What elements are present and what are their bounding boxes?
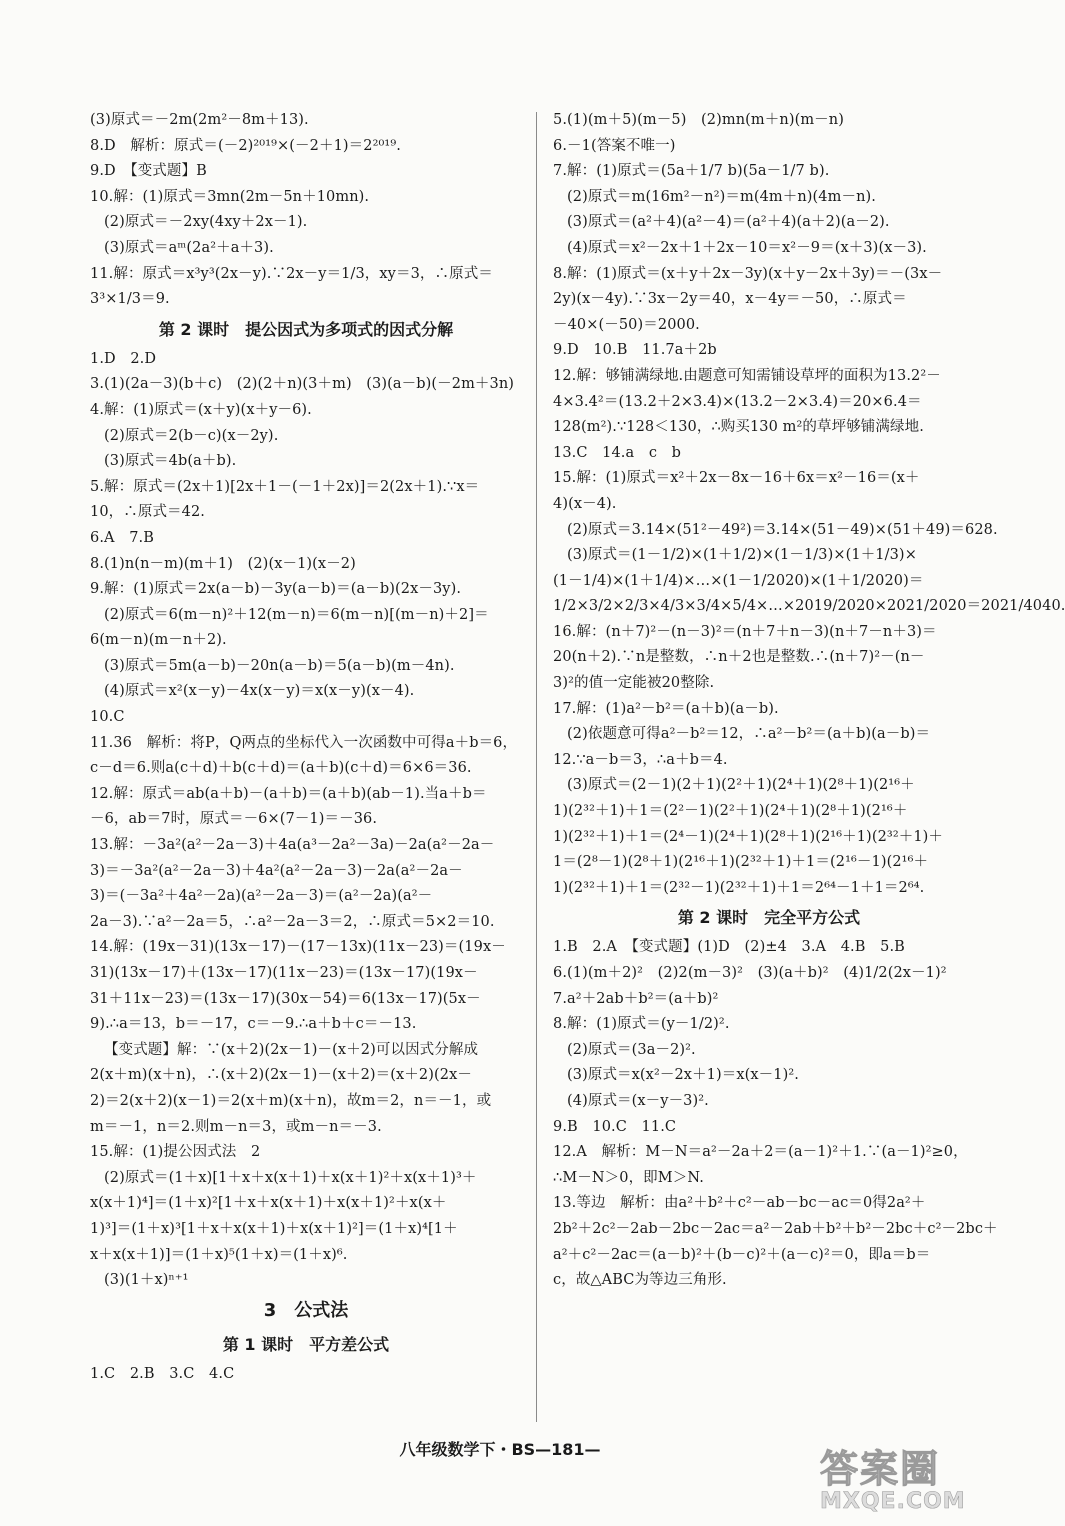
answer-line: 9.D 【变式题】B [90,163,207,180]
answer-line: 4)(x－4). [553,495,617,512]
answer-line: 13.C 14.a c b [553,444,682,461]
answer-line: (3)(1＋x)ⁿ⁺¹ [104,1272,189,1289]
answer-line: (4)原式＝(x－y－3)². [567,1092,709,1109]
answer-line: 9.B 10.C 11.C [553,1118,677,1135]
answer-line: (3)原式＝5m(a－b)－20n(a－b)＝5(a－b)(m－4n). [104,657,455,674]
answer-line: －6，ab＝7时，原式＝－6×(7－1)＝－36. [90,811,378,828]
answer-line: 3)＝(－3a²＋4a²－2a)(a²－2a－3)＝(a²－2a)(a²－ [90,888,433,905]
answer-line: 12.A 解析：M－N＝a²－2a＋2＝(a－1)²＋1.∵(a－1)²≥0， [553,1144,968,1161]
answer-line: 10.解：(1)原式＝3mn(2m－5n＋10mn). [90,188,370,205]
section-heading: 第 1 课时 平方差公式 [222,1334,390,1354]
answer-line: 1)(2³²＋1)＋1＝(2³²－1)(2³²＋1)＋1＝2⁶⁴－1＋1＝2⁶⁴. [553,879,925,896]
watermark [820,1438,990,1518]
answer-line: 4.解：(1)原式＝(x＋y)(x＋y－6). [90,401,312,418]
answer-line: 12.解：够铺满绿地.由题意可知需铺设草坪的面积为13.2²－ [553,367,941,384]
answer-line: 8.解：(1)原式＝(x＋y＋2x－3y)(x＋y－2x＋3y)＝－(3x－ [553,265,943,282]
section-heading: 第 2 课时 提公因式为多项式的因式分解 [158,319,454,339]
answer-line: 3)＝－3a²(a²－2a－3)＋4a²(a²－2a－3)－2a(a²－2a－ [90,862,463,879]
answer-line: 1)(2³²＋1)＋1＝(2⁴－1)(2⁴＋1)(2⁸＋1)(2¹⁶＋1)(2³²＋1)＋ [553,828,944,845]
answer-line: 10.C [90,709,125,726]
answer-line: (3)原式＝－2m(2m²－8m＋13). [90,112,309,128]
answer-line: 13.等边 解析：由a²＋b²＋c²－ab－bc－ac＝0得2a²＋ [553,1195,926,1212]
answer-line: (4)原式＝x²－2x＋1＋2x－10＝x²－9＝(x＋3)(x－3). [567,239,927,256]
answer-line: 1.D 2.D [90,350,157,367]
answer-line: 7.a²＋2ab＋b²＝(a＋b)² [553,990,719,1007]
page-footer: 八年级数学下・BS—181— [399,1440,601,1459]
answer-line: ∴M－N＞0，即M＞N. [553,1169,704,1186]
answer-line: (2)依题意可得a²－b²＝12，∴a²－b²＝(a＋b)(a－b)＝ [567,726,931,743]
answer-line: 6.A 7.B [90,529,154,546]
answer-line: 16.解：(n＋7)²－(n－3)²＝(n＋7＋n－3)(n＋7－n＋3)＝ [553,623,937,640]
answer-line: 9).∴a＝13，b＝－17，c＝－9.∴a＋b＋c＝－13. [90,1016,417,1033]
answer-line: 6.(1)(m＋2)² (2)2(m－3)² (3)(a＋b)² (4)1/2(2x－1)² [553,965,947,981]
answer-line: 31＋11x－23)＝(13x－17)(30x－54)＝6(13x－17)(5x－ [90,990,481,1007]
answer-line: 3.(1)(2a－3)(b＋c) (2)(2＋n)(3＋m) (3)(a－b)(－2m＋3n) [90,376,515,393]
section-heading: 第 2 课时 完全平方公式 [677,908,861,928]
answer-line: (3)原式＝(1－1/2)×(1＋1/2)×(1－1/3)×(1＋1/3)× [567,547,917,564]
answer-line: c－d＝6.则a(c＋d)＋b(c＋d)＝(a＋b)(c＋d)＝6×6＝36. [90,760,472,777]
answer-line: 12.解：原式＝ab(a＋b)－(a＋b)＝(a＋b)(ab－1).当a＋b＝ [90,785,487,802]
answer-line: 5.(1)(m＋5)(m－5) (2)mn(m＋n)(m－n) [553,112,844,128]
answer-line: 1)(2³²＋1)＋1＝(2²－1)(2²＋1)(2⁴＋1)(2⁸＋1)(2¹⁶＋ [553,803,908,820]
answer-line: 10，∴原式＝42. [90,504,206,521]
answer-line: (3)原式＝aᵐ(2a²＋a＋3). [104,239,274,256]
answer-line: 13.解：－3a²(a²－2a－3)＋4a(a³－2a²－3a)－2a(a²－2a－ [90,837,495,854]
answer-line: 8.(1)n(n－m)(m＋1) (2)(x－1)(x－2) [90,555,356,572]
watermark-logo: 答案圈 [820,1447,941,1491]
answer-line: (3)原式＝4b(a＋b). [104,453,237,470]
answer-line: (2)原式＝m(16m²－n²)＝m(4m＋n)(4m－n). [567,188,876,205]
answer-line: a²＋c²－2ac＝(a－b)²＋(b－c)²＋(a－c)²＝0，即a＝b＝ [553,1246,931,1263]
answer-line: 17.解：(1)a²－b²＝(a＋b)(a－b). [553,700,779,717]
answer-line: 128(m²).∵128＜130，∴购买130 m²的草坪够铺满绿地. [553,419,924,436]
answer-line: (2)原式＝2(b－c)(x－2y). [104,427,279,444]
left-column [90,108,522,1387]
answer-line: 11.解：原式＝x³y³(2x－y).∵2x－y＝1/3，xy＝3，∴原式＝ [90,265,493,282]
answer-line: 1.C 2.B 3.C 4.C [90,1365,235,1382]
answer-line: 14.解：(19x－31)(13x－17)－(17－13x)(11x－23)＝(19x－ [90,939,506,956]
answer-line: 3³×1/3＝9. [90,291,170,308]
answer-line: 6.－1(答案不唯一) [553,137,676,154]
answer-line: 1＝(2⁸－1)(2⁸＋1)(2¹⁶＋1)(2³²＋1)＋1＝(2¹⁶－1)(2¹⁶＋ [553,854,929,871]
answer-line: 5.解：原式＝(2x＋1)[2x＋1－(－1＋2x)]＝2(2x＋1).∵x＝ [90,478,480,495]
answer-line: 15.解：(1)原式＝x²＋2x－8x－16＋6x＝x²－16＝(x＋ [553,470,920,487]
answer-line: 2b²＋2c²－2ab－2bc－2ac＝a²－2ab＋b²＋b²－2bc＋c²－2bc＋ [553,1220,998,1237]
answer-line: c，故△ABC为等边三角形. [553,1272,727,1289]
answer-line: (2)原式＝3.14×(51²－49²)＝3.14×(51－49)×(51＋49)＝628. [567,521,998,538]
answer-line: 15.解：(1)提公因式法 2 [90,1144,261,1161]
answer-line: (2)原式＝6(m－n)²＋12(m－n)＝6(m－n)[(m－n)＋2]＝ [104,606,489,623]
answer-line: 2a－3).∵a²－2a＝5，∴a²－2a－3＝2，∴原式＝5×2＝10. [90,913,495,930]
answer-line: 9.D 10.B 11.7a＋2b [553,342,717,359]
answer-line: x＋x(x＋1)]＝(1＋x)⁵(1＋x)＝(1＋x)⁶. [90,1246,348,1263]
answer-line: 1/2×3/2×2/3×4/3×3/4×5/4×…×2019/2020×2021/2020＝2021/4040. [553,598,1065,615]
answer-line: 6(m－n)(m－n＋2). [90,632,227,649]
answer-line: (1－1/4)×(1＋1/4)×…×(1－1/2020)×(1＋1/2020)＝ [553,572,924,589]
column-divider [536,112,537,1422]
answer-line: 1.B 2.A 【变式题】(1)D (2)±4 3.A 4.B 5.B [553,939,905,956]
watermark-url: MXQE.COM [820,1489,966,1514]
answer-line: 31)(13x－17)＋(13x－17)(11x－23)＝(13x－17)(19x－ [90,965,478,981]
answer-line: (3)原式＝x(x²－2x＋1)＝x(x－1)². [567,1067,799,1084]
answer-line: 2y)(x－4y).∵3x－2y＝40，x－4y＝－50，∴原式＝ [553,291,907,308]
answer-line: (2)原式＝(1＋x)[1＋x＋x(x＋1)＋x(x＋1)²＋x(x＋1)³＋ [104,1169,477,1186]
answer-line: (2)原式＝－2xy(4xy＋2x－1). [104,214,308,231]
answer-line: 1)³]＝(1＋x)³[1＋x＋x(x＋1)＋x(x＋1)²]＝(1＋x)⁴[1＋ [90,1220,458,1237]
answer-line: 8.解：(1)原式＝(y－1/2)². [553,1016,730,1033]
answer-line: 11.36 解析：将P，Q两点的坐标代入一次函数中可得a＋b＝6， [90,734,518,751]
right-column [553,108,1065,1294]
answer-line: x(x＋1)⁴]＝(1＋x)²[1＋x＋x(x＋1)＋x(x＋1)²＋x(x＋ [90,1195,447,1212]
answer-line: 7.解：(1)原式＝(5a＋1/7 b)(5a－1/7 b). [553,163,830,180]
answer-line: (4)原式＝x²(x－y)－4x(x－y)＝x(x－y)(x－4). [104,683,415,700]
answer-line: 9.解：(1)原式＝2x(a－b)－3y(a－b)＝(a－b)(2x－3y). [90,581,462,598]
answer-line: 8.D 解析：原式＝(－2)²⁰¹⁹×(－2＋1)＝2²⁰¹⁹. [90,137,401,154]
answer-line: 12.∵a－b＝3，∴a＋b＝4. [553,751,728,768]
answer-line: 【变式题】解：∵(x＋2)(2x－1)－(x＋2)可以因式分解成 [104,1041,479,1058]
answer-line: 2(x＋m)(x＋n)，∴(x＋2)(2x－1)－(x＋2)＝(x＋2)(2x－ [90,1067,472,1084]
answer-line: 3)²的值一定能被20整除. [553,675,715,692]
answer-line: 2)＝2(x＋2)(x－1)＝2(x＋m)(x＋n)，故m＝2，n＝－1，或 [90,1092,492,1109]
answer-line: m＝－1，n＝2.则m－n＝3，或m－n＝－3. [90,1118,382,1135]
answer-line: 4×3.4²＝(13.2＋2×3.4)×(13.2－2×3.4)＝20×6.4＝ [553,393,922,410]
answer-line: (3)原式＝(2－1)(2＋1)(2²＋1)(2⁴＋1)(2⁸＋1)(2¹⁶＋ [567,777,915,794]
answer-line: －40×(－50)＝2000. [553,316,700,333]
answer-line: 20(n＋2).∵n是整数，∴n＋2也是整数.∴(n＋7)²－(n－ [553,649,925,666]
answer-line: (3)原式＝(a²＋4)(a²－4)＝(a²＋4)(a＋2)(a－2). [567,214,890,231]
section-heading: 3 公式法 [263,1299,349,1321]
answer-line: (2)原式＝(3a－2)². [567,1041,696,1058]
